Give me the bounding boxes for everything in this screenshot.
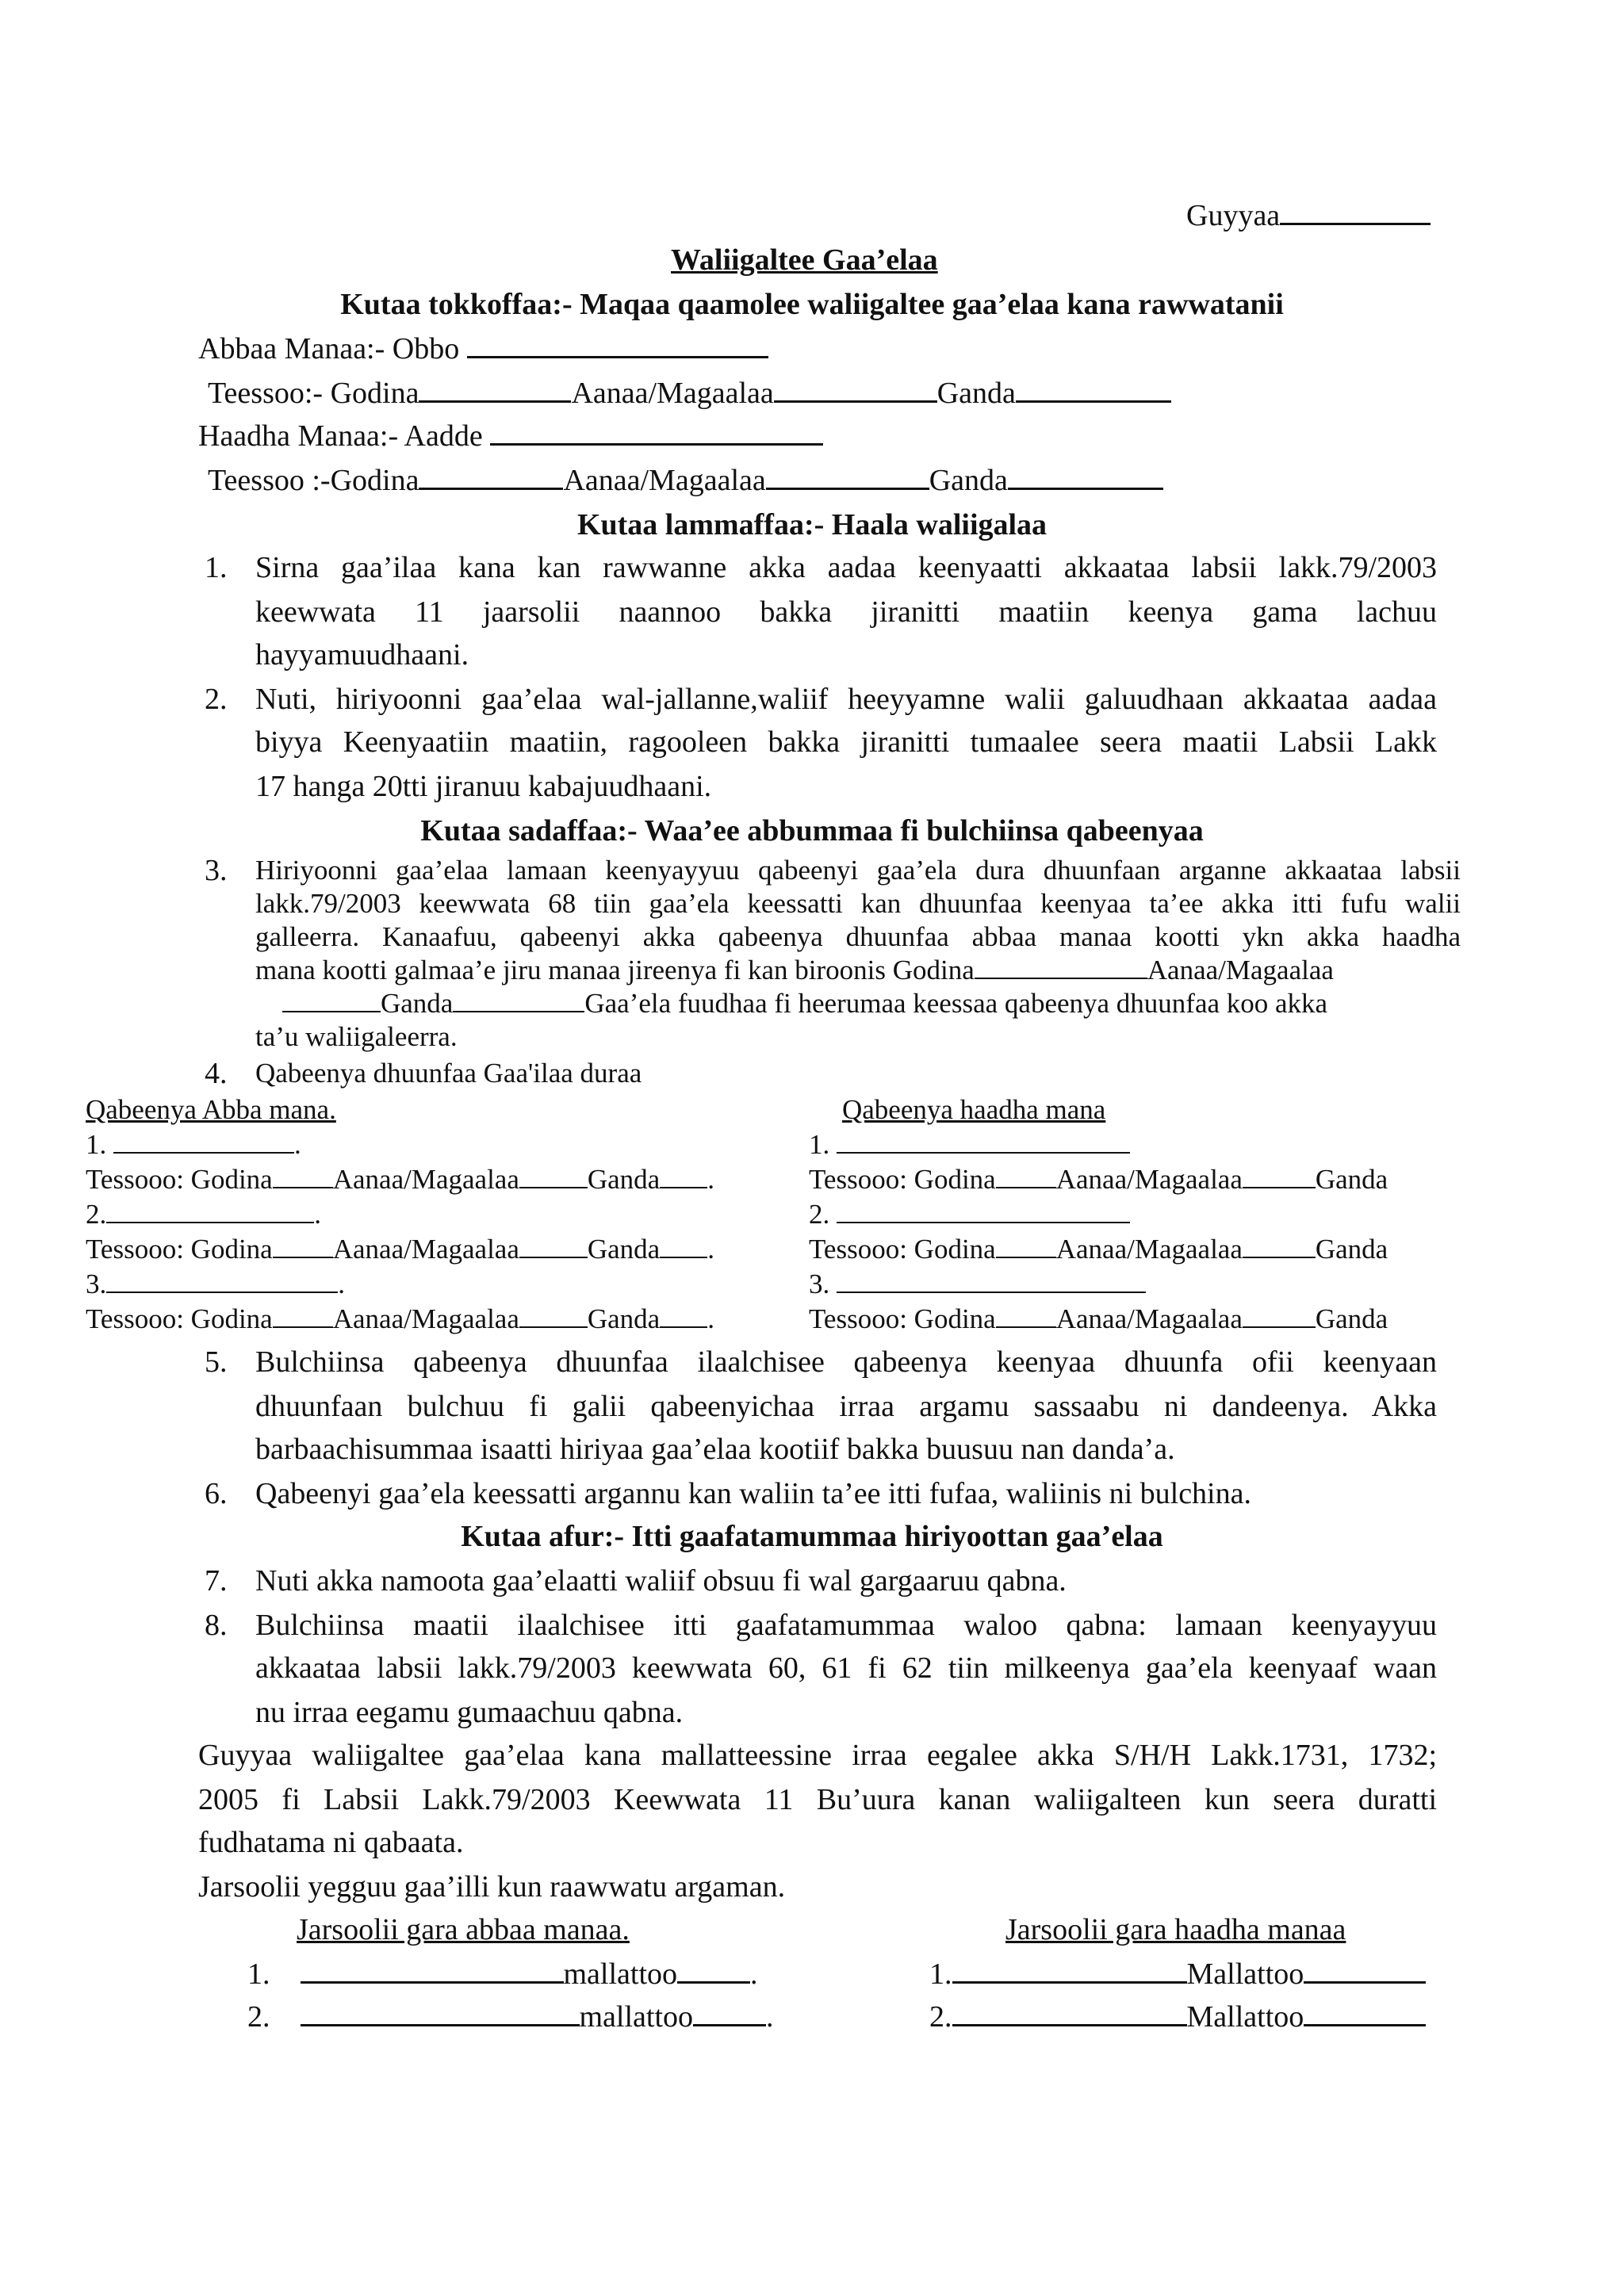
ganda-label: Ganda bbox=[1315, 1303, 1388, 1334]
godina-field[interactable] bbox=[273, 1304, 333, 1328]
section3-heading: Kutaa sadaffaa:- Waa’ee abbummaa fi bulchiinsa qabeenyaa bbox=[420, 814, 1204, 848]
wife-property-row bbox=[809, 1129, 1130, 1161]
aanaa-field[interactable] bbox=[1243, 1165, 1316, 1188]
section1-heading: Kutaa tokkoffaa:- Maqaa qaamolee waliigaltee gaa’elaa kana rawwatanii bbox=[340, 288, 1284, 321]
witness-name-field[interactable] bbox=[952, 1957, 1187, 1984]
witness-name-field[interactable] bbox=[301, 2000, 580, 2026]
item-number: 8. bbox=[205, 1609, 228, 1642]
item7-text: Nuti akka namoota gaa’elaatti waliif obsuu fi wal gargaaruu qabna. bbox=[255, 1564, 1067, 1598]
wife-property-address bbox=[809, 1164, 1388, 1196]
row-number: 2. bbox=[247, 2000, 270, 2034]
item5-line2: dhuunfaan bulchuu fi galii qabeenyichaa irraa argamu sassaabu ni dandeenya. Akka bbox=[255, 1390, 1437, 1423]
godina-field[interactable] bbox=[273, 1165, 333, 1188]
husband-property-header: Qabeenya Abba mana. bbox=[86, 1094, 336, 1125]
wife-property-header: Qabeenya haadha mana bbox=[842, 1094, 1106, 1125]
wife-godina-field[interactable] bbox=[419, 464, 563, 490]
item-number: 5. bbox=[205, 1345, 228, 1379]
husband-witness-2: 2. mallattoo . bbox=[247, 2000, 774, 2034]
item3-line3: galleerra. Kanaafuu, qabeenyi akka qabeenya dhuunfaa abbaa manaa kootti ykn akka haadha bbox=[255, 921, 1461, 952]
item-number: 1. bbox=[205, 551, 228, 584]
aanaa-field[interactable] bbox=[519, 1234, 588, 1258]
aanaa-field[interactable] bbox=[519, 1165, 588, 1188]
item3-ganda-label: Ganda bbox=[381, 988, 454, 1019]
address-ganda-label: Ganda bbox=[936, 377, 1016, 410]
wife-aanaa-field[interactable] bbox=[766, 464, 929, 490]
signature-label: Mallattoo bbox=[1186, 1957, 1304, 1991]
property-field[interactable] bbox=[837, 1200, 1130, 1223]
row-number: 1. bbox=[247, 1957, 270, 1991]
row-number: 1. bbox=[809, 1129, 830, 1160]
ganda-label: Ganda bbox=[1315, 1164, 1388, 1195]
witness-name-field[interactable] bbox=[301, 1957, 564, 1984]
item1-line3: hayyamuudhaani. bbox=[255, 638, 469, 672]
signature-label: mallattoo bbox=[563, 1957, 678, 1991]
husband-address-line bbox=[208, 376, 1171, 411]
item3-line4 bbox=[255, 955, 1334, 986]
row-number: 3. bbox=[86, 1269, 107, 1299]
item-number: 4. bbox=[205, 1057, 228, 1090]
item3-godina-field[interactable] bbox=[975, 955, 1147, 979]
date-field[interactable] bbox=[1280, 199, 1431, 225]
address-godina-label: Teessoo :-Godina bbox=[208, 464, 419, 497]
property-field[interactable] bbox=[106, 1200, 314, 1223]
closing-line1: Guyyaa waliigaltee gaa’elaa kana mallatteessine irraa eegalee akka S/H/H Lakk.1731, 1732; bbox=[198, 1739, 1437, 1772]
aanaa-label: Aanaa/Magaalaa bbox=[1055, 1234, 1243, 1265]
godina-field[interactable] bbox=[996, 1304, 1056, 1328]
item1-line2: keewwata 11 jaarsolii naannoo bakka jiranitti maatiin keenya gama lachuu bbox=[255, 595, 1437, 629]
aanaa-label: Aanaa/Magaalaa bbox=[1055, 1164, 1243, 1195]
husband-property-address: Tessooo: Godina Aanaa/Magaalaa Ganda . bbox=[86, 1164, 714, 1195]
wife-address-line bbox=[208, 463, 1163, 498]
wife-property-row bbox=[809, 1269, 1146, 1300]
item2-line2: biyya Keenyaatiin maatiin, ragooleen bakka jiranitti tumaalee seera maatii Labsii Lakk bbox=[255, 725, 1437, 759]
item3-line5 bbox=[282, 988, 1327, 1020]
closing-line3: fudhatama ni qabaata. bbox=[198, 1826, 464, 1859]
ganda-field[interactable] bbox=[660, 1304, 707, 1328]
godina-label: Tessooo: Godina bbox=[86, 1164, 273, 1195]
item3-line2: lakk.79/2003 keewwata 68 tiin gaa’ela keessatti kan dhuunfaa keenyaa ta’ee akka itti fufu walii bbox=[255, 888, 1461, 919]
husband-witness-1: 1. mallattoo . bbox=[247, 1957, 758, 1991]
property-field[interactable] bbox=[113, 1130, 294, 1154]
godina-label: Tessooo: Godina bbox=[86, 1303, 273, 1334]
address-ganda-label: Ganda bbox=[929, 464, 1008, 497]
address-godina-label: Teessoo:- Godina bbox=[208, 377, 419, 410]
item8-line3: nu irraa eegamu gumaachuu qabna. bbox=[255, 1696, 684, 1729]
signature-field[interactable] bbox=[1304, 2000, 1426, 2026]
aanaa-field[interactable] bbox=[519, 1304, 588, 1328]
wife-witness-1 bbox=[929, 1957, 1426, 1992]
wife-ganda-field[interactable] bbox=[1008, 464, 1163, 490]
aanaa-label: Aanaa/Magaalaa bbox=[332, 1234, 519, 1265]
godina-field[interactable] bbox=[996, 1234, 1056, 1258]
item1-line1: Sirna gaa’ilaa kana kan rawwanne akka aadaa keenyaatti akkaataa labsii lakk.79/2003 bbox=[255, 551, 1437, 584]
godina-field[interactable] bbox=[996, 1165, 1056, 1188]
godina-field[interactable] bbox=[273, 1234, 333, 1258]
wife-witness-2 bbox=[929, 1999, 1426, 2034]
ganda-field[interactable] bbox=[660, 1165, 707, 1188]
signature-field[interactable] bbox=[693, 2000, 766, 2026]
husband-property-address: Tessooo: Godina Aanaa/Magaalaa Ganda . bbox=[86, 1303, 714, 1334]
item2-line3: 17 hanga 20tti jiranuu kabajuudhaani. bbox=[255, 770, 712, 803]
husband-name-line bbox=[198, 331, 768, 366]
item8-line2: akkaataa labsii lakk.79/2003 keewwata 60, 61 fi 62 tiin milkeenya gaa’ela keenyaaf waan bbox=[255, 1651, 1437, 1685]
item8-line1: Bulchiinsa maatii ilaalchisee itti gaafatamummaa waloo qabna: lamaan keenyayyuu bbox=[255, 1609, 1437, 1642]
item-number: 7. bbox=[205, 1564, 228, 1598]
item3-aanaa-label: Aanaa/Magaalaa bbox=[1147, 955, 1334, 985]
witness-intro: Jarsoolii yegguu gaa’illi kun raawwatu argaman. bbox=[198, 1870, 786, 1904]
husband-property-address: Tessooo: Godina Aanaa/Magaalaa Ganda . bbox=[86, 1234, 714, 1265]
property-field[interactable] bbox=[837, 1130, 1130, 1154]
item6-text: Qabeenyi gaa’ela keessatti argannu kan waliin ta’ee itti fufaa, waliinis ni bulchina. bbox=[255, 1477, 1251, 1510]
property-field[interactable] bbox=[106, 1269, 338, 1293]
wife-property-row bbox=[809, 1199, 1130, 1230]
item3-ganda-field[interactable] bbox=[453, 989, 584, 1012]
item-number: 2. bbox=[205, 683, 228, 716]
item4-text: Qabeenya dhuunfaa Gaa'ilaa duraa bbox=[255, 1058, 642, 1089]
godina-label: Tessooo: Godina bbox=[86, 1234, 273, 1265]
husband-ganda-field[interactable] bbox=[1016, 377, 1171, 403]
wife-name-field[interactable] bbox=[490, 419, 823, 446]
aanaa-label: Aanaa/Magaalaa bbox=[332, 1303, 519, 1334]
item3-line1: Hiriyoonni gaa’elaa lamaan keenyayyuu qabeenyi gaa’ela dura dhuunfaan arganne akkaataa labsii bbox=[255, 855, 1461, 886]
closing-line2: 2005 fi Labsii Lakk.79/2003 Keewwata 11 Bu’uura kanan waliigalteen kun seera duratti bbox=[198, 1783, 1437, 1816]
row-number: 2. bbox=[809, 1199, 830, 1230]
aanaa-label: Aanaa/Magaalaa bbox=[1055, 1303, 1243, 1334]
item3-aanaa-field[interactable] bbox=[282, 989, 381, 1012]
husband-aanaa-field[interactable] bbox=[774, 377, 937, 403]
aanaa-label: Aanaa/Magaalaa bbox=[332, 1164, 519, 1195]
godina-label: Tessooo: Godina bbox=[809, 1303, 996, 1334]
ganda-label: Ganda bbox=[587, 1234, 661, 1265]
date-label: Guyyaa bbox=[1186, 199, 1281, 232]
ganda-label: Ganda bbox=[587, 1164, 661, 1195]
signature-field[interactable] bbox=[677, 1957, 750, 1984]
ganda-field[interactable] bbox=[660, 1234, 707, 1258]
property-field[interactable] bbox=[837, 1269, 1146, 1293]
signature-label: mallattoo bbox=[579, 2000, 694, 2034]
aanaa-field[interactable] bbox=[1243, 1304, 1316, 1328]
husband-godina-field[interactable] bbox=[419, 377, 571, 403]
ganda-label: Ganda bbox=[587, 1303, 661, 1334]
date-line bbox=[1186, 198, 1431, 233]
row-number: 2. bbox=[86, 1199, 107, 1230]
item3-text: mana kootti galmaa’e jiru manaa jireenya fi kan biroonis Godina bbox=[255, 955, 975, 985]
husband-witness-header: Jarsoolii gara abbaa manaa. bbox=[297, 1913, 630, 1946]
wife-property-address bbox=[809, 1234, 1388, 1265]
witness-name-field[interactable] bbox=[952, 2000, 1187, 2026]
row-number: 2. bbox=[929, 2000, 952, 2034]
wife-witness-header: Jarsoolii gara haadha manaa bbox=[1005, 1913, 1346, 1946]
row-number: 3. bbox=[809, 1269, 830, 1299]
document-title: Waliigaltee Gaa’elaa bbox=[671, 243, 938, 277]
husband-name-field[interactable] bbox=[467, 332, 768, 358]
address-aanaa-label: Aanaa/Magaalaa bbox=[563, 464, 766, 497]
row-number: 1. bbox=[929, 1957, 952, 1991]
aanaa-field[interactable] bbox=[1243, 1234, 1316, 1258]
item-number: 3. bbox=[205, 854, 228, 887]
item2-line1: Nuti, hiriyoonni gaa’elaa wal-jallanne,waliif heeyyamne walii galuudhaan akkaataa aadaa bbox=[255, 683, 1437, 716]
item5-line1: Bulchiinsa qabeenya dhuunfaa ilaalchisee qabeenya keenyaa dhuunfa ofii keenyaan bbox=[255, 1345, 1437, 1379]
wife-property-address bbox=[809, 1303, 1388, 1335]
row-number: 1. bbox=[86, 1129, 107, 1160]
husband-label: Abbaa Manaa:- Obbo bbox=[198, 332, 460, 365]
husband-property-row: 1. . bbox=[86, 1129, 301, 1160]
signature-field[interactable] bbox=[1304, 1957, 1426, 1984]
ganda-label: Ganda bbox=[1315, 1234, 1388, 1265]
section2-heading: Kutaa lammaffaa:- Haala waliigalaa bbox=[576, 508, 1048, 541]
address-aanaa-label: Aanaa/Magaalaa bbox=[571, 377, 774, 410]
husband-property-row: 2. . bbox=[86, 1199, 321, 1230]
signature-label: Mallattoo bbox=[1186, 2000, 1304, 2034]
item3-line6: ta’u waliigaleerra. bbox=[255, 1021, 458, 1052]
wife-label: Haadha Manaa:- Aadde bbox=[198, 419, 483, 453]
item5-line3: barbaachisummaa isaatti hiriyaa gaa’elaa kootiif bakka buusuu nan danda’a. bbox=[255, 1433, 1175, 1466]
godina-label: Tessooo: Godina bbox=[809, 1234, 996, 1265]
section4-heading: Kutaa afur:- Itti gaafatamummaa hiriyoottan gaa’elaa bbox=[461, 1520, 1163, 1553]
item-number: 6. bbox=[205, 1477, 228, 1510]
wife-name-line bbox=[198, 419, 823, 453]
godina-label: Tessooo: Godina bbox=[809, 1164, 996, 1195]
husband-property-row: 3. . bbox=[86, 1269, 345, 1299]
item3-text-2: Gaa’ela fuudhaa fi heerumaa keessaa qabeenya dhuunfaa koo akka bbox=[584, 988, 1328, 1019]
